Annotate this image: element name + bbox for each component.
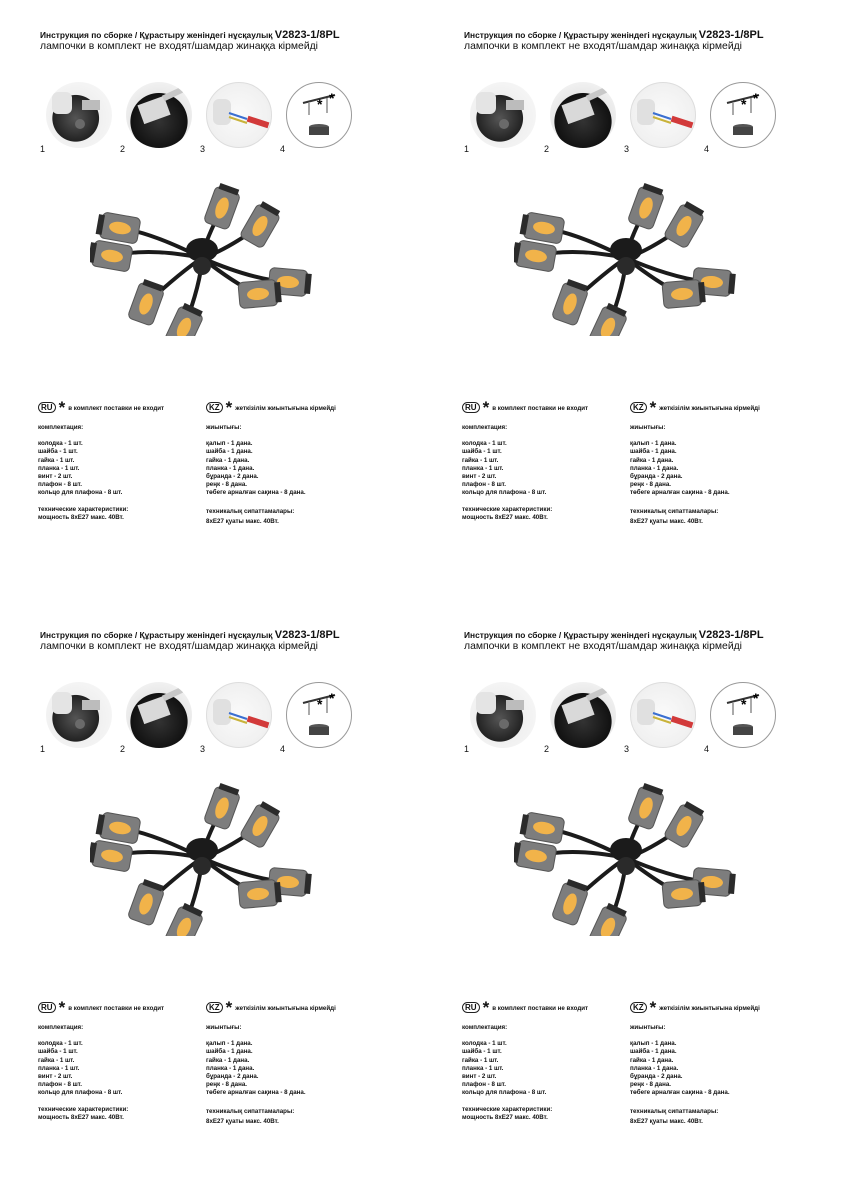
kz-contents-heading: жиынтығы: (206, 424, 242, 431)
wire-connection-photo-icon (206, 682, 272, 748)
kz-item: бұранда - 2 дана. (206, 1073, 259, 1081)
ru-item: шайба - 1 шт. (462, 448, 502, 456)
mounting-bar-photo-icon (550, 82, 616, 148)
svg-text:*: * (329, 690, 335, 706)
kz-item: гайка - 1 дана. (206, 1056, 250, 1064)
assembly-steps (40, 682, 370, 758)
assembly-steps (464, 82, 794, 158)
header (40, 630, 420, 653)
not-included-star: * (58, 998, 66, 1018)
step-number: 1 (40, 744, 46, 754)
lamp-shade (519, 211, 565, 244)
ru-contents (38, 1024, 128, 1122)
lamp-shade (588, 302, 629, 336)
kz-contents (206, 1024, 306, 1126)
kz-contents (206, 424, 306, 526)
ru-contents-heading: комплектация: (462, 424, 508, 431)
ru-item: плафон - 8 шт. (462, 481, 506, 489)
step-2 (120, 682, 190, 752)
step-number: 2 (544, 744, 550, 754)
step-4 (704, 82, 774, 152)
wire-connection-photo-icon (206, 82, 272, 148)
step-1 (40, 82, 110, 152)
step-4 (280, 682, 350, 752)
step-number: 2 (120, 744, 126, 754)
ru-item: винт - 2 шт. (462, 473, 497, 481)
lamp-shade (551, 278, 590, 326)
lamp-hub (193, 257, 211, 275)
kz-contents (630, 424, 730, 526)
title-prefix: Инструкция по сборке / Құрастыру женіндегі нұсқаулық (40, 630, 275, 640)
ru-contents (462, 424, 552, 522)
ru-contents-heading: комплектация: (462, 1024, 508, 1031)
lamp-shade (90, 239, 133, 272)
kz-specs: 8xE27 қуаты макс. 40Вт. (630, 1117, 703, 1125)
ru-item: колодка - 1 шт. (462, 440, 507, 448)
title-prefix: Инструкция по сборке / Құрастыру женіндегі нұсқаулық (40, 30, 275, 40)
kz-item: қалып - 1 дана. (630, 1040, 677, 1048)
ru-contents-heading: комплектация: (38, 1024, 84, 1031)
step-number: 3 (200, 144, 206, 154)
ru-item: кольцо для плафона - 8 шт. (462, 489, 547, 497)
not-included-star: * (482, 998, 490, 1018)
not-included-star: * (225, 398, 233, 418)
ru-not-included-note: в комплект поставки не входит (68, 1005, 165, 1012)
ru-specs-heading: технические характеристики: (462, 505, 553, 513)
legend-note-row (38, 998, 336, 1018)
lamp-shade (627, 182, 666, 230)
lamp-shade (514, 239, 557, 272)
ru-item: винт - 2 шт. (462, 1073, 497, 1081)
lamp-hub (617, 257, 635, 275)
ru-item: винт - 2 шт. (38, 1073, 73, 1081)
kz-badge: KZ (630, 1002, 647, 1013)
kz-not-included-note: жеткізілім жиынтығына кірмейді (659, 405, 760, 412)
ru-item: шайба - 1 шт. (462, 1048, 502, 1056)
step-number: 3 (624, 744, 630, 754)
svg-text:*: * (741, 96, 747, 112)
ru-item: кольцо для плафона - 8 шт. (38, 489, 123, 497)
kz-item: планка - 1 дана. (206, 464, 255, 472)
lamp-hub (193, 857, 211, 875)
kz-specs-heading: техникалық сипаттамалары: (206, 1107, 295, 1115)
ru-specs: мощность 8xE27 макс. 40Вт. (38, 1113, 124, 1121)
ru-specs-heading: технические характеристики: (462, 1105, 553, 1113)
ru-item: гайка - 1 шт. (38, 1056, 75, 1064)
ru-item: плафон - 8 шт. (462, 1081, 506, 1089)
lamp-shade (551, 878, 590, 926)
step-4 (704, 682, 774, 752)
kz-contents-heading: жиынтығы: (206, 1024, 242, 1031)
ru-specs: мощность 8xE27 макс. 40Вт. (462, 513, 548, 521)
step-3 (200, 682, 270, 752)
lamp-shade (663, 800, 707, 849)
ceiling-plate-photo-icon (46, 682, 112, 748)
lamp-shade (127, 878, 166, 926)
lamp-shade (90, 839, 133, 872)
not-included-star: * (482, 398, 490, 418)
header-title (40, 630, 420, 641)
lamp-shade (239, 800, 283, 849)
ru-item: колодка - 1 шт. (38, 440, 83, 448)
kz-item: бұранда - 2 дана. (630, 1073, 683, 1081)
step-2 (544, 682, 614, 752)
lamp-hub (617, 857, 635, 875)
ru-item: гайка - 1 шт. (462, 1056, 499, 1064)
ru-item: кольцо для плафона - 8 шт. (462, 1089, 547, 1097)
header-subtitle: лампочки в комплект не входят/шамдар жинаққа кірмейді (464, 41, 742, 52)
kz-specs: 8xE27 қуаты макс. 40Вт. (206, 1117, 279, 1125)
lamp-shade (514, 839, 557, 872)
legend-note-row (38, 398, 336, 418)
step-1 (464, 682, 534, 752)
kz-item: төбеге арналған сақина - 8 дана. (630, 489, 730, 497)
assembly-steps (464, 682, 794, 758)
kz-item: гайка - 1 дана. (206, 456, 250, 464)
step-number: 4 (280, 144, 286, 154)
step-number: 1 (464, 744, 470, 754)
step-3 (624, 82, 694, 152)
model-number: V2823-1/8PL (698, 29, 764, 41)
ru-item: планка - 1 шт. (38, 1064, 80, 1072)
kz-badge: KZ (630, 402, 647, 413)
instruction-copy (0, 600, 424, 1200)
kz-item: шайба - 1 дана. (206, 1048, 253, 1056)
kz-specs: 8xE27 қуаты макс. 40Вт. (206, 517, 279, 525)
assembly-diagram-icon (710, 82, 776, 148)
step-number: 4 (280, 744, 286, 754)
model-number: V2823-1/8PL (698, 629, 764, 641)
not-included-star: * (649, 398, 657, 418)
header (40, 30, 420, 53)
step-4 (280, 82, 350, 152)
not-included-star: * (225, 998, 233, 1018)
kz-contents-heading: жиынтығы: (630, 424, 666, 431)
kz-specs-heading: техникалық сипаттамалары: (630, 507, 719, 515)
header-subtitle: лампочки в комплект не входят/шамдар жинаққа кірмейді (464, 641, 742, 652)
chandelier-illustration (514, 778, 744, 936)
step-2 (544, 82, 614, 152)
kz-item: төбеге арналған сақина - 8 дана. (206, 1089, 306, 1097)
step-number: 3 (624, 144, 630, 154)
header (464, 30, 844, 53)
assembly-steps (40, 82, 370, 158)
svg-text:*: * (317, 696, 323, 712)
ru-item: гайка - 1 шт. (462, 456, 499, 464)
ru-item: колодка - 1 шт. (38, 1040, 83, 1048)
ru-not-included-note: в комплект поставки не входит (68, 405, 165, 412)
mounting-bar-photo-icon (126, 82, 192, 148)
instruction-copy (0, 0, 424, 600)
ru-specs-heading: технические характеристики: (38, 1105, 129, 1113)
kz-badge: KZ (206, 1002, 223, 1013)
lamp-shade (238, 279, 282, 309)
ru-contents (38, 424, 128, 522)
kz-item: планка - 1 дана. (630, 1064, 679, 1072)
header-subtitle: лампочки в комплект не входят/шамдар жинаққа кірмейді (40, 41, 318, 52)
ru-item: плафон - 8 шт. (38, 1081, 82, 1089)
lamp-shade (662, 279, 706, 309)
step-number: 4 (704, 144, 710, 154)
header-title (464, 630, 844, 641)
lamp-shade (588, 902, 629, 936)
not-included-star: * (58, 398, 66, 418)
kz-item: реңк - 8 дана. (206, 1081, 247, 1089)
ru-item: планка - 1 шт. (462, 1064, 504, 1072)
kz-item: планка - 1 дана. (206, 1064, 255, 1072)
svg-text:*: * (317, 96, 323, 112)
assembly-diagram-icon (286, 682, 352, 748)
step-number: 4 (704, 744, 710, 754)
ru-item: кольцо для плафона - 8 шт. (38, 1089, 123, 1097)
kz-item: қалып - 1 дана. (206, 1040, 253, 1048)
lamp-shade (95, 811, 141, 844)
kz-item: бұранда - 2 дана. (630, 473, 683, 481)
kz-item: бұранда - 2 дана. (206, 473, 259, 481)
kz-item: гайка - 1 дана. (630, 1056, 674, 1064)
legend-note-row (462, 398, 760, 418)
instruction-copy (424, 600, 848, 1200)
ru-item: планка - 1 шт. (462, 464, 504, 472)
assembly-diagram-icon (286, 82, 352, 148)
instruction-copy (424, 0, 848, 600)
step-3 (200, 82, 270, 152)
kz-item: реңк - 8 дана. (206, 481, 247, 489)
model-number: V2823-1/8PL (274, 29, 340, 41)
svg-text:*: * (329, 90, 335, 106)
ru-item: шайба - 1 шт. (38, 448, 78, 456)
ceiling-plate-photo-icon (46, 82, 112, 148)
kz-item: шайба - 1 дана. (206, 448, 253, 456)
ru-item: плафон - 8 шт. (38, 481, 82, 489)
chandelier-illustration (90, 178, 320, 336)
kz-specs-heading: техникалық сипаттамалары: (630, 1107, 719, 1115)
kz-item: гайка - 1 дана. (630, 456, 674, 464)
lamp-shade (127, 278, 166, 326)
lamp-shade (238, 879, 282, 909)
lamp-shade (627, 782, 666, 830)
ru-badge: RU (462, 402, 480, 413)
step-1 (40, 682, 110, 752)
model-number: V2823-1/8PL (274, 629, 340, 641)
mounting-bar-photo-icon (550, 682, 616, 748)
ru-specs: мощность 8xE27 макс. 40Вт. (462, 1113, 548, 1121)
kz-item: реңк - 8 дана. (630, 1081, 671, 1089)
header-title (464, 30, 844, 41)
step-number: 2 (120, 144, 126, 154)
ru-badge: RU (462, 1002, 480, 1013)
assembly-diagram-icon (710, 682, 776, 748)
header-subtitle: лампочки в комплект не входят/шамдар жинаққа кірмейді (40, 641, 318, 652)
lamp-shade (519, 811, 565, 844)
lamp-shade (663, 200, 707, 249)
kz-item: шайба - 1 дана. (630, 1048, 677, 1056)
kz-item: қалып - 1 дана. (206, 440, 253, 448)
ceiling-plate-photo-icon (470, 682, 536, 748)
lamp-shade (95, 211, 141, 244)
lamp-shade (239, 200, 283, 249)
legend-note-row (462, 998, 760, 1018)
ceiling-plate-photo-icon (470, 82, 536, 148)
step-number: 1 (464, 144, 470, 154)
ru-badge: RU (38, 402, 56, 413)
kz-item: реңк - 8 дана. (630, 481, 671, 489)
title-prefix: Инструкция по сборке / Құрастыру женіндегі нұсқаулық (464, 30, 699, 40)
kz-not-included-note: жеткізілім жиынтығына кірмейді (659, 1005, 760, 1012)
kz-specs-heading: техникалық сипаттамалары: (206, 507, 295, 515)
lamp-shade (203, 182, 242, 230)
step-number: 2 (544, 144, 550, 154)
ru-badge: RU (38, 1002, 56, 1013)
kz-not-included-note: жеткізілім жиынтығына кірмейді (235, 405, 336, 412)
chandelier-illustration (514, 178, 744, 336)
kz-contents (630, 1024, 730, 1126)
kz-item: төбеге арналған сақина - 8 дана. (206, 489, 306, 497)
ru-item: гайка - 1 шт. (38, 456, 75, 464)
lamp-shade (164, 902, 205, 936)
kz-item: планка - 1 дана. (630, 464, 679, 472)
ru-specs: мощность 8xE27 макс. 40Вт. (38, 513, 124, 521)
svg-text:*: * (753, 90, 759, 106)
wire-connection-photo-icon (630, 82, 696, 148)
step-number: 1 (40, 144, 46, 154)
ru-not-included-note: в комплект поставки не входит (492, 405, 589, 412)
ru-item: винт - 2 шт. (38, 473, 73, 481)
mounting-bar-photo-icon (126, 682, 192, 748)
step-1 (464, 82, 534, 152)
not-included-star: * (649, 998, 657, 1018)
kz-specs: 8xE27 қуаты макс. 40Вт. (630, 517, 703, 525)
step-2 (120, 82, 190, 152)
chandelier-illustration (90, 778, 320, 936)
kz-badge: KZ (206, 402, 223, 413)
ru-not-included-note: в комплект поставки не входит (492, 1005, 589, 1012)
lamp-shade (164, 302, 205, 336)
step-number: 3 (200, 744, 206, 754)
header (464, 630, 844, 653)
ru-contents-heading: комплектация: (38, 424, 84, 431)
step-3 (624, 682, 694, 752)
ru-item: колодка - 1 шт. (462, 1040, 507, 1048)
title-prefix: Инструкция по сборке / Құрастыру женіндегі нұсқаулық (464, 630, 699, 640)
svg-text:*: * (741, 696, 747, 712)
ru-item: шайба - 1 шт. (38, 1048, 78, 1056)
kz-item: төбеге арналған сақина - 8 дана. (630, 1089, 730, 1097)
ru-item: планка - 1 шт. (38, 464, 80, 472)
kz-contents-heading: жиынтығы: (630, 1024, 666, 1031)
svg-text:*: * (753, 690, 759, 706)
ru-specs-heading: технические характеристики: (38, 505, 129, 513)
wire-connection-photo-icon (630, 682, 696, 748)
ru-contents (462, 1024, 552, 1122)
lamp-shade (203, 782, 242, 830)
kz-item: қалып - 1 дана. (630, 440, 677, 448)
kz-item: шайба - 1 дана. (630, 448, 677, 456)
kz-not-included-note: жеткізілім жиынтығына кірмейді (235, 1005, 336, 1012)
lamp-shade (662, 879, 706, 909)
header-title (40, 30, 420, 41)
